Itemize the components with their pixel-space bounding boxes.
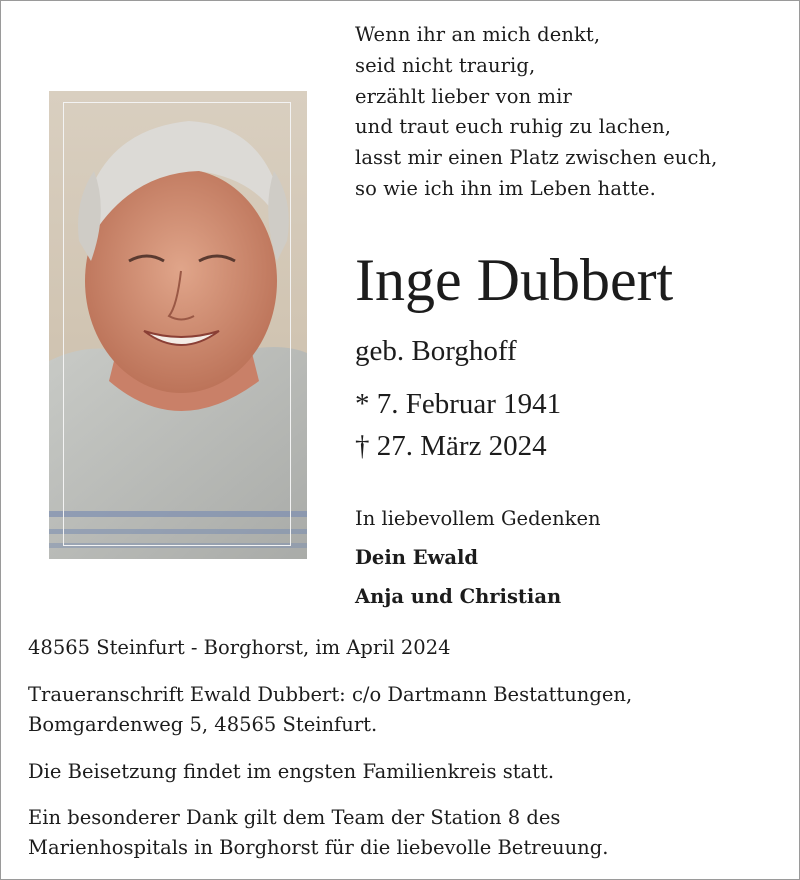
poem-line: lasst mir einen Platz zwischen euch, <box>355 146 718 170</box>
place-date: 48565 Steinfurt - Borghorst, im April 2024 <box>28 636 451 659</box>
address-line: Traueranschrift Ewald Dubbert: c/o Dartmann Bestattungen, <box>28 683 633 706</box>
poem-line: seid nicht traurig, <box>355 53 536 77</box>
address-line: Bomgardenweg 5, 48565 Steinfurt. <box>28 713 378 736</box>
poem-line: erzählt lieber von mir <box>355 84 572 108</box>
mourner-line: Dein Ewald <box>355 546 479 569</box>
photo-inner-border <box>63 102 291 546</box>
thanks-line: Marienhospitals in Borghorst für die liebevolle Betreuung. <box>28 836 609 859</box>
birth-date: * 7. Februar 1941 <box>355 388 562 420</box>
burial-note: Die Beisetzung findet im engsten Familienkreis statt. <box>28 760 555 783</box>
poem-line: Wenn ihr an mich denkt, <box>355 23 601 46</box>
portrait-photo <box>49 91 307 559</box>
thanks-line: Ein besonderer Dank gilt dem Team der Station 8 des <box>28 806 561 829</box>
poem-line: und traut euch ruhig zu lachen, <box>355 115 672 139</box>
deceased-name: Inge Dubbert <box>355 247 674 313</box>
thanks-note <box>28 803 608 863</box>
memory-intro: In liebevollem Gedenken <box>355 507 601 530</box>
mourner-line: Anja und Christian <box>355 585 562 608</box>
birth-name: geb. Borghoff <box>355 335 517 367</box>
mourning-address <box>28 680 632 740</box>
death-date: † 27. März 2024 <box>355 430 547 462</box>
poem <box>355 20 717 205</box>
poem-line: so wie ich ihn im Leben hatte. <box>355 176 656 200</box>
